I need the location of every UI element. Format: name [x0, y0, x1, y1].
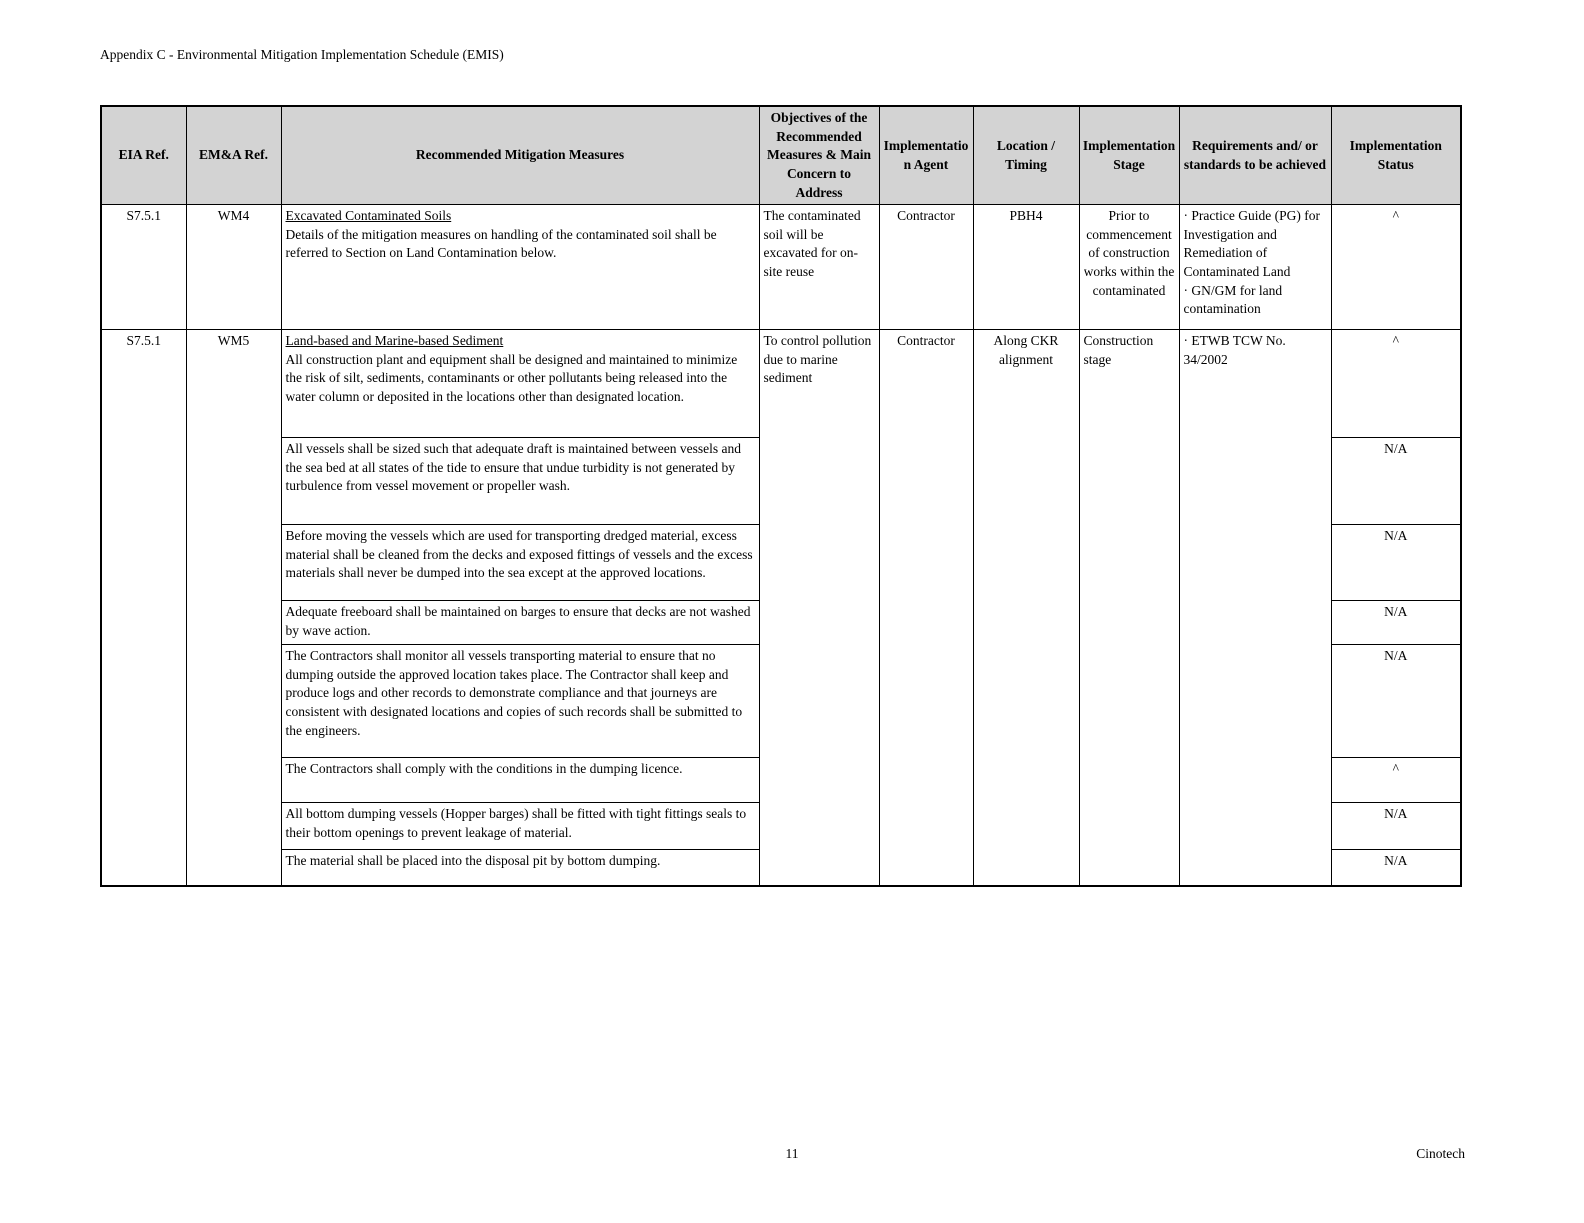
cell-eia-ref: S7.5.1 [101, 205, 186, 330]
cell-implementation-status: N/A [1331, 525, 1461, 601]
col-header-implementation-status: Implementation Status [1331, 106, 1461, 205]
cell-implementation-status: ^ [1331, 205, 1461, 330]
cell-implementation-stage: Construction stage [1079, 330, 1179, 886]
cell-mitigation-measure: Adequate freeboard shall be maintained on barges to ensure that decks are not washed by wave action. [281, 601, 759, 645]
cell-mitigation-measure: The Contractors shall monitor all vessels transporting material to ensure that no dumping outside the approved location takes place. The Contractor shall keep and produce logs and other records to demonstrate compliance and that journeys are consistent with designated locations and copies of such records shall be submitted to the engineers. [281, 645, 759, 758]
cell-implementation-agent: Contractor [879, 205, 973, 330]
cell-implementation-status: ^ [1331, 330, 1461, 438]
cell-eia-ref: S7.5.1 [101, 330, 186, 886]
cell-requirements [1179, 205, 1331, 330]
cell-location-timing: Along CKR alignment [973, 330, 1079, 886]
requirement-item: · Practice Guide (PG) for Investigation and Remediation of Contaminated Land [1183, 208, 1320, 279]
col-header-implementation-agent: Implementation Agent [879, 106, 973, 205]
stage-text: Prior to commencement of construction works within the contaminated [1083, 208, 1175, 298]
cell-implementation-stage [1079, 205, 1179, 330]
cell-implementation-agent: Contractor [879, 330, 973, 886]
document-title: Appendix C - Environmental Mitigation Implementation Schedule (EMIS) [100, 47, 504, 62]
col-header-implementation-stage: Implementation Stage [1079, 106, 1179, 205]
requirement-item: · ETWB TCW No. 34/2002 [1183, 333, 1286, 367]
emis-table [100, 105, 1462, 887]
cell-ema-ref: WM4 [186, 205, 281, 330]
cell-mitigation-measure [281, 205, 759, 330]
cell-mitigation-measure [281, 330, 759, 438]
cell-mitigation-measure: Before moving the vessels which are used for transporting dredged material, excess material shall be cleaned from the decks and exposed fittings of vessels and the excess materials shall never be dumped into the sea except at the approved locations. [281, 525, 759, 601]
measure-text: Details of the mitigation measures on handling of the contaminated soil shall be referred to Section on Land Contamination below. [285, 226, 717, 261]
cell-location-timing: PBH4 [973, 205, 1079, 330]
col-header-eia-ref: EIA Ref. [101, 106, 186, 205]
cell-mitigation-measure: The Contractors shall comply with the conditions in the dumping licence. [281, 758, 759, 803]
header-row [101, 106, 1461, 205]
cell-implementation-status: N/A [1331, 850, 1461, 886]
cell-implementation-status: N/A [1331, 438, 1461, 525]
cell-implementation-status: N/A [1331, 645, 1461, 758]
col-header-requirements: Requirements and/ or standards to be achieved [1179, 106, 1331, 205]
cell-mitigation-measure: All bottom dumping vessels (Hopper barges) shall be fitted with tight fittings seals to their bottom openings to prevent leakage of material. [281, 803, 759, 850]
cell-implementation-status: ^ [1331, 758, 1461, 803]
cell-ema-ref: WM5 [186, 330, 281, 886]
col-header-mitigation-measures: Recommended Mitigation Measures [281, 106, 759, 205]
measure-title: Excavated Contaminated Soils [285, 208, 452, 224]
table-row-wm4 [101, 205, 1461, 330]
cell-requirements [1179, 330, 1331, 886]
measure-title: Land-based and Marine-based Sediment [285, 333, 504, 349]
table-row-wm5 [101, 330, 1461, 438]
requirement-item: · GN/GM for land contamination [1183, 282, 1283, 317]
measure-text: All construction plant and equipment shall be designed and maintained to minimize the risk of silt, sediments, contaminants or other pollutants being released into the water column or deposited in the locations other than designated location. [285, 351, 738, 404]
cell-objectives: To control pollution due to marine sediment [759, 330, 879, 886]
cell-implementation-status: N/A [1331, 803, 1461, 850]
page-number: 11 [785, 1146, 799, 1161]
cell-mitigation-measure: All vessels shall be sized such that adequate draft is maintained between vessels and the sea bed at all states of the tide to ensure that undue turbidity is not generated by turbulence from vessel movement or propeller wash. [281, 438, 759, 525]
col-header-location-timing: Location / Timing [973, 106, 1079, 205]
cell-mitigation-measure: The material shall be placed into the disposal pit by bottom dumping. [281, 850, 759, 886]
cell-implementation-status: N/A [1331, 601, 1461, 645]
col-header-ema-ref: EM&A Ref. [186, 106, 281, 205]
col-header-objectives: Objectives of the Recommended Measures & Main Concern to Address [759, 106, 879, 205]
cell-objectives: The contaminated soil will be excavated for on-site reuse [759, 205, 879, 330]
company-name: Cinotech [1416, 1146, 1465, 1161]
